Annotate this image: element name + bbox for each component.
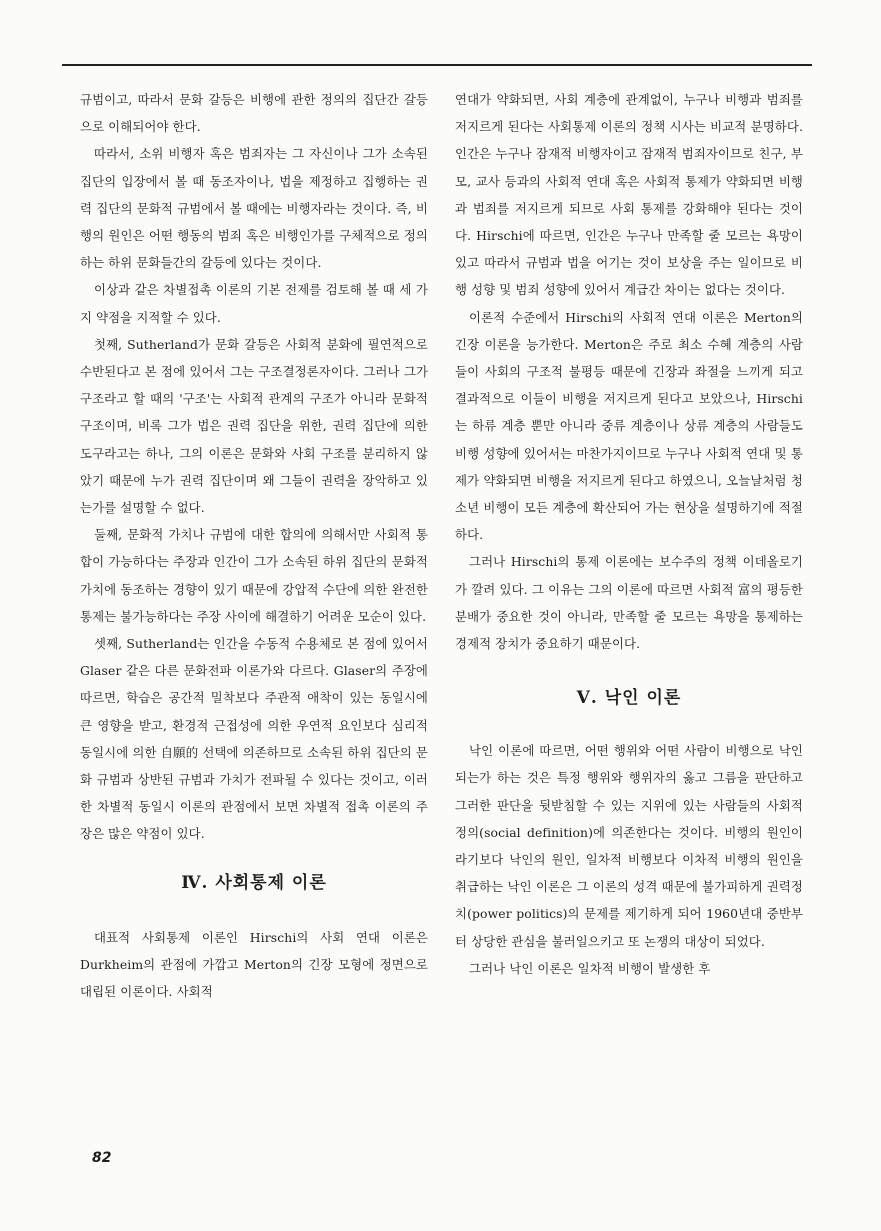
paragraph: 셋째, Sutherland는 인간을 수동적 수용체로 본 점에 있어서 Glaser 같은 다른 문화전파 이론가와 다르다. Glaser의 주장에 따르면, 학습은 공간적 밀착보다 주관적 애착이 있는 동일시에 큰 영향을 받고, 환경적 근접성에 의한 우연적 요인보다 심리적 동일시에 의한 自願的 선택에 의존하므로 소속된 하위 집단의 문화 규범과 상반된 규범과 가치가 전파될 수 있다는 것이고, 이러한 차별적 동일시 이론의 관점에서 보면 차별적 접촉 이론의 주장은 많은 약점이 있다. — [80, 636, 428, 842]
paragraph: 낙인 이론에 따르면, 어떤 행위와 어떤 사람이 비행으로 낙인되는가 하는 것은 특정 행위와 행위자의 옳고 그름을 판단하고 그러한 판단을 뒷받침할 수 있는 지위에 있는 사람들의 사회적 정의(social definition)에 의존한다는 것이다. 비행의 원인이라기보다 낙인의 원인, 일차적 비행보다 이차적 비행의 원인을 취급하는 낙인 이론은 그 이론의 성격 때문에 불가피하게 권력정치(power politics)의 문제를 제기하게 되어 1960년대 중반부터 상당한 관심을 불러일으키고 또 논쟁의 대상이 되었다. — [455, 743, 803, 949]
right-column — [455, 86, 803, 982]
section-heading: Ⅴ. 낙인 이론 — [576, 688, 682, 709]
paragraph: 첫째, Sutherland가 문화 갈등은 사회적 분화에 필연적으로 수반된다고 본 점에 있어서 그는 구조결정론자이다. 그러나 그가 구조라고 할 때의 '구조'는 사회적 관계의 구조가 아니라 문화적 구조이며, 비록 그가 법은 권력 집단을 위한, 권력 집단에 의한 도구라고는 하나, 그의 이론은 문화와 사회 구조를 분리하지 않았기 때문에 누가 권력 집단이며 왜 그들이 권력을 장악하고 있는가를 설명할 수 없다. — [80, 336, 428, 516]
section-heading: Ⅳ. 사회통제 이론 — [181, 872, 327, 893]
paragraph: 둘째, 문화적 가치나 규범에 대한 합의에 의해서만 사회적 통합이 가능하다는 주장과 인간이 그가 소속된 하위 집단의 문화적 가치에 동조하는 경향이 있기 때문에 강압적 수단에 의한 완전한 통제는 불가능하다는 주장 사이에 해결하기 어려운 모순이 있다. — [80, 527, 428, 624]
paragraph: 따라서, 소위 비행자 혹은 범죄자는 그 자신이나 그가 소속된 집단의 입장에서 볼 때 동조자이나, 법을 제정하고 집행하는 권력 집단의 문화적 규범에서 볼 때에는 비행자라는 것이다. 즉, 비행의 원인은 어떤 행동의 범죄 혹은 비행인가를 구체적으로 정의하는 하위 문화들간의 갈등에 있다는 것이다. — [80, 146, 428, 271]
paragraph: 규범이고, 따라서 문화 갈등은 비행에 관한 정의의 집단간 갈등으로 이해되어야 한다. — [80, 92, 428, 135]
left-column — [80, 86, 428, 1005]
paragraph: 이론적 수준에서 Hirschi의 사회적 연대 이론은 Merton의 긴장 이론을 능가한다. Merton은 주로 최소 수혜 계층의 사람들이 사회의 구조적 불평등 때문에 긴장과 좌절을 느끼게 되고 결과적으로 이들이 비행을 저지르게 된다고 보았으나, Hirschi는 하류 계층 뿐만 아니라 중류 계층이나 상류 계층의 사람들도 비행 성향에 있어서는 마찬가지이므로 누구나 사회적 연대 및 통제가 약화되면 비행을 저지르게 된다고 하였으니, 오늘날처럼 청소년 비행이 모든 계층에 확산되어 가는 현상을 설명하기에 적절하다. — [455, 309, 803, 543]
paragraph: 그러나 낙인 이론은 일차적 비행이 발생한 후 — [469, 960, 711, 976]
paragraph: 대표적 사회통제 이론인 Hirschi의 사회 연대 이론은 Durkheim의 관점에 가깝고 Merton의 긴장 모형에 정면으로 대립된 이론이다. 사회적 — [80, 929, 428, 1000]
paragraph: 연대가 약화되면, 사회 계층에 관계없이, 누구나 비행과 범죄를 저지르게 된다는 사회통제 이론의 정책 시사는 비교적 분명하다. 인간은 누구나 잠재적 비행자이고 잠재적 범죄자이므로 친구, 부모, 교사 등과의 사회적 연대 혹은 사회적 통제가 약화되면 비행과 범죄를 저지르게 되므로 사회 통제를 강화해야 된다는 것이다. Hirschi에 따르면, 인간은 누구나 만족할 줄 모르는 욕망이 있고 따라서 규범과 법을 어기는 것이 보상을 주는 일이므로 비행 성향 및 범죄 성향에 있어서 계급간 차이는 없다는 것이다. — [455, 92, 803, 298]
paragraph: 그러나 Hirschi의 통제 이론에는 보수주의 정책 이데올로기가 깔려 있다. 그 이유는 그의 이론에 따르면 사회적 富의 평등한 분배가 중요한 것이 아니라, 만족할 줄 모르는 욕망을 통제하는 경제적 장치가 중요하기 때문이다. — [455, 554, 803, 652]
header-rule — [62, 64, 812, 66]
page-number: 82 — [92, 1150, 112, 1166]
paragraph: 이상과 같은 차별접촉 이론의 기본 전제를 검토해 볼 때 세 가지 약점을 지적할 수 있다. — [80, 282, 428, 325]
